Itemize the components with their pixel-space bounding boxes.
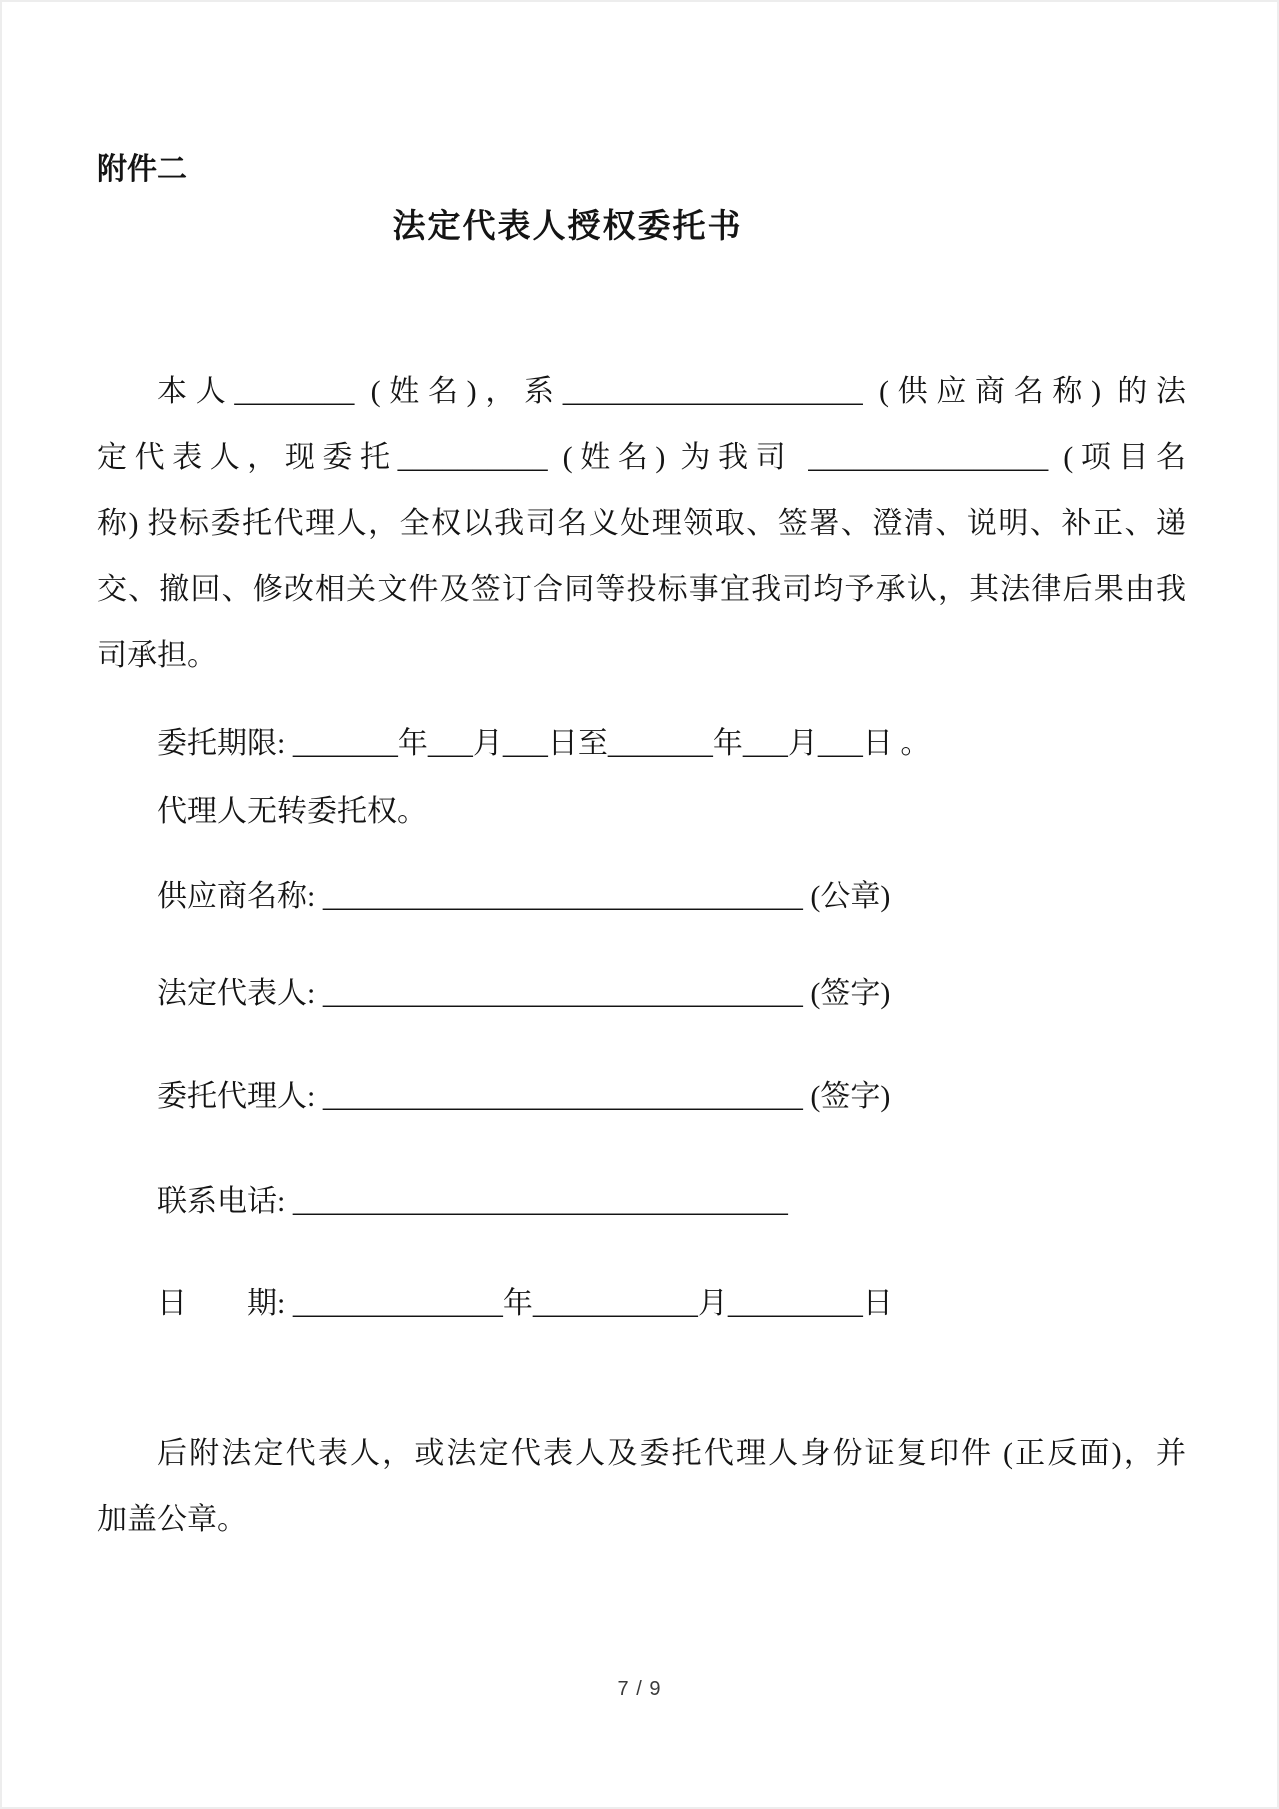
- document-title: 法定代表人授权委托书: [392, 209, 743, 245]
- paragraph-line: 后附法定代表人，或法定代表人及委托代理人身份证复印件 (正反面)，并: [157, 1437, 1186, 1470]
- no-subdelegation-line: 代理人无转委托权。: [157, 795, 427, 828]
- closing-paragraph: [97, 1421, 1186, 1553]
- entrusted-agent-line: 委托代理人: ________________________________ (签字): [157, 1080, 891, 1113]
- paragraph-line: 定代表人，现委托__________ (姓名) 为我司 ________________ (项目名: [97, 441, 1186, 474]
- page-number: 7 / 9: [617, 1678, 662, 1700]
- paragraph-line: 司承担。: [97, 639, 217, 672]
- paragraph-line: 称) 投标委托代理人，全权以我司名义处理领取、签署、澄清、说明、补正、递: [97, 507, 1186, 540]
- paragraph-line: 交、撤回、修改相关文件及签订合同等投标事宜我司均予承认，其法律后果由我: [97, 573, 1186, 606]
- legal-representative-line: 法定代表人: ________________________________ (签字): [157, 977, 891, 1010]
- authorization-paragraph: [97, 359, 1186, 689]
- paragraph-line: 加盖公章。: [97, 1503, 247, 1536]
- supplier-name-line: 供应商名称: ________________________________ (公章): [157, 880, 891, 913]
- contact-phone-line: 联系电话: _________________________________: [157, 1185, 788, 1218]
- paragraph-line: 本人________ (姓名)，系____________________ (供应商名称) 的法: [157, 375, 1186, 408]
- entrust-period-line: 委托期限: _______年___月___日至_______年___月___日 。: [157, 727, 931, 760]
- date-line: 日 期: ______________年___________月_________日: [157, 1287, 893, 1320]
- attachment-label: 附件二: [97, 153, 187, 186]
